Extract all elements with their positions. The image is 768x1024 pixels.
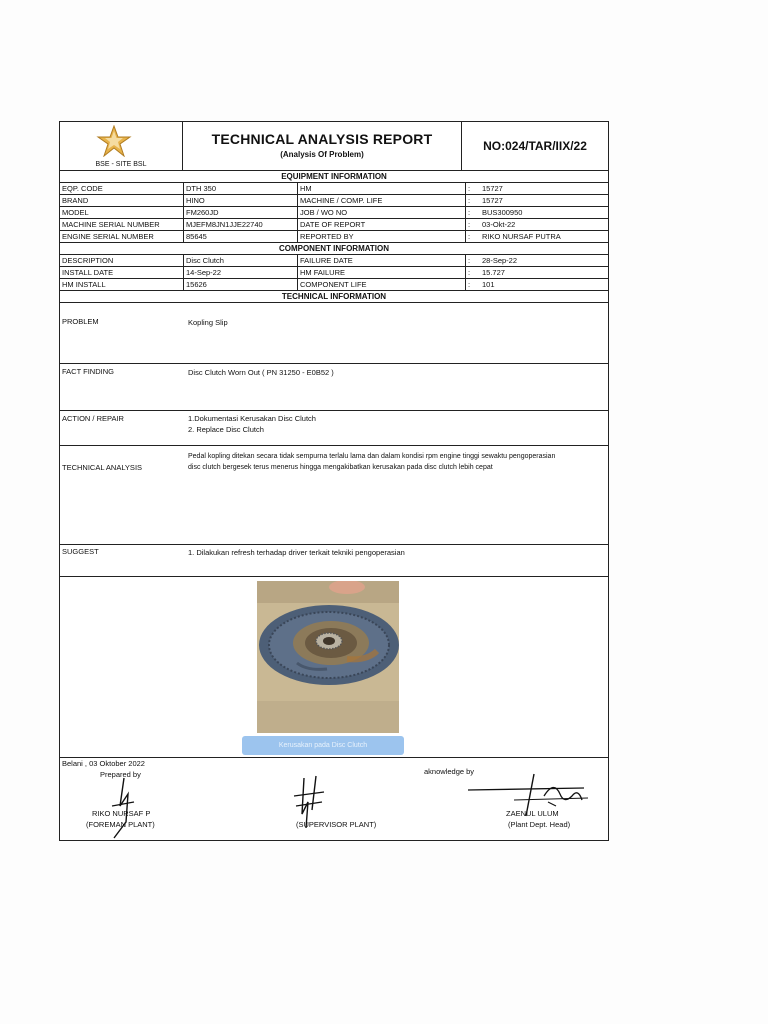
supervisor-role: (SUPERVISOR PLANT) — [296, 820, 377, 829]
field-separator: : — [468, 208, 471, 217]
field-label: MACHINE SERIAL NUMBER — [60, 219, 184, 230]
field-separator: : — [468, 220, 471, 229]
field-value: DTH 350 — [184, 183, 298, 194]
field-label: MODEL — [60, 207, 184, 218]
field-value: HINO — [184, 195, 298, 206]
field-value: 15626 — [184, 279, 298, 290]
field-separator: : — [468, 280, 471, 289]
table-row — [60, 183, 608, 195]
head-name: ZAENUL ULUM — [506, 809, 559, 818]
prepared-by-label: Prepared by — [100, 770, 141, 779]
field-label: DESCRIPTION — [60, 255, 184, 266]
report-title: TECHNICAL ANALYSIS REPORT — [211, 131, 433, 147]
field-value: MJEFM8JN1JJE22740 — [184, 219, 298, 230]
table-row — [60, 279, 608, 291]
field-label: JOB / WO NO — [298, 207, 466, 218]
technical-analysis-label: TECHNICAL ANALYSIS — [62, 463, 143, 472]
field-separator: : — [468, 256, 471, 265]
field-value: FM260JD — [184, 207, 298, 218]
field-label: HM INSTALL — [60, 279, 184, 290]
fact-finding-block — [60, 364, 608, 411]
field-label: DATE OF REPORT — [298, 219, 466, 230]
field-label: HM — [298, 183, 466, 194]
field-value: 85645 — [184, 231, 298, 242]
photo-area — [60, 577, 608, 758]
foreman-signature-icon — [104, 776, 144, 840]
table-row — [60, 207, 608, 219]
field-separator: : — [468, 184, 471, 193]
field-separator: : — [468, 232, 471, 241]
report-number: NO:024/TAR/IIX/22 — [483, 139, 587, 153]
technical-analysis-text: Pedal kopling ditekan secara tidak sempurna terlalu lama dan dalam kondisi rpm engine tinggi sewaktu pengoperasian disc clutch bergesek terus menerus hingga mengakibatkan kerusakan pada disc clutch lebih cepat — [188, 453, 556, 471]
field-value: 15.727 — [482, 268, 505, 277]
field-value: Disc Clutch — [184, 255, 298, 266]
fact-finding-label: FACT FINDING — [62, 367, 114, 376]
field-value: 28-Sep-22 — [482, 256, 518, 265]
place-date: Belani , 03 Oktober 2022 — [62, 759, 145, 768]
field-label: MACHINE / COMP. LIFE — [298, 195, 466, 206]
action-repair-list — [188, 411, 608, 445]
field-value: 101 — [482, 280, 495, 289]
field-value: 03-Okt-22 — [482, 220, 516, 229]
field-value: 14-Sep-22 — [184, 267, 298, 278]
component-section-title: COMPONENT INFORMATION — [60, 243, 608, 255]
suggest-text: 1. Dilakukan refresh terhadap driver terkait tekniki pengoperasian — [188, 548, 405, 557]
technical-analysis-block — [60, 446, 608, 545]
action-item: 2. Replace Disc Clutch — [188, 425, 264, 434]
foreman-name: RIKO NURSAF P — [92, 809, 151, 818]
field-label: BRAND — [60, 195, 184, 206]
action-item: 1.Dokumentasi Kerusakan Disc Clutch — [188, 414, 316, 423]
field-label: ENGINE SERIAL NUMBER — [60, 231, 184, 242]
technical-analysis-report — [59, 121, 609, 841]
field-separator: : — [468, 268, 471, 277]
problem-label: PROBLEM — [62, 317, 99, 326]
company-logo — [60, 122, 183, 170]
equipment-table — [60, 183, 608, 243]
field-value: BUS300950 — [482, 208, 523, 217]
report-subtitle: (Analysis Of Problem) — [280, 150, 364, 159]
fact-finding-text: Disc Clutch Worn Out ( PN 31250 - E0B52 ) — [188, 368, 334, 377]
report-title-block — [183, 122, 462, 170]
signature-section — [60, 758, 608, 840]
suggest-label: SUGGEST — [62, 547, 99, 556]
table-row — [60, 231, 608, 243]
table-row — [60, 195, 608, 207]
field-label: FAILURE DATE — [298, 255, 466, 266]
report-header — [60, 122, 608, 171]
disc-clutch-photo — [257, 581, 399, 733]
problem-block — [60, 303, 608, 364]
field-value: 15727 — [482, 196, 503, 205]
logo-text: BSE - SITE BSL — [95, 161, 147, 168]
field-label: INSTALL DATE — [60, 267, 184, 278]
action-repair-block — [60, 411, 608, 446]
field-value: 15727 — [482, 184, 503, 193]
component-table — [60, 255, 608, 291]
head-role: (Plant Dept. Head) — [508, 820, 571, 829]
action-repair-label: ACTION / REPAIR — [62, 414, 124, 423]
field-value: RIKO NURSAF PUTRA — [482, 232, 561, 241]
field-separator: : — [468, 196, 471, 205]
equipment-section-title: EQUIPMENT INFORMATION — [60, 171, 608, 183]
problem-text: Kopling Slip — [188, 318, 228, 327]
foreman-role: (FOREMAN PLANT) — [86, 820, 155, 829]
table-row — [60, 255, 608, 267]
field-label: HM FAILURE — [298, 267, 466, 278]
field-label: COMPONENT LIFE — [298, 279, 466, 290]
field-label: REPORTED BY — [298, 231, 466, 242]
field-label: EQP. CODE — [60, 183, 184, 194]
table-row — [60, 219, 608, 231]
technical-section-title: TECHNICAL INFORMATION — [60, 291, 608, 303]
table-row — [60, 267, 608, 279]
suggest-block — [60, 545, 608, 577]
acknowledge-by-label: aknowledge by — [424, 767, 475, 776]
star-logo-icon — [96, 125, 132, 157]
photo-caption: Kerusakan pada Disc Clutch — [242, 736, 404, 755]
